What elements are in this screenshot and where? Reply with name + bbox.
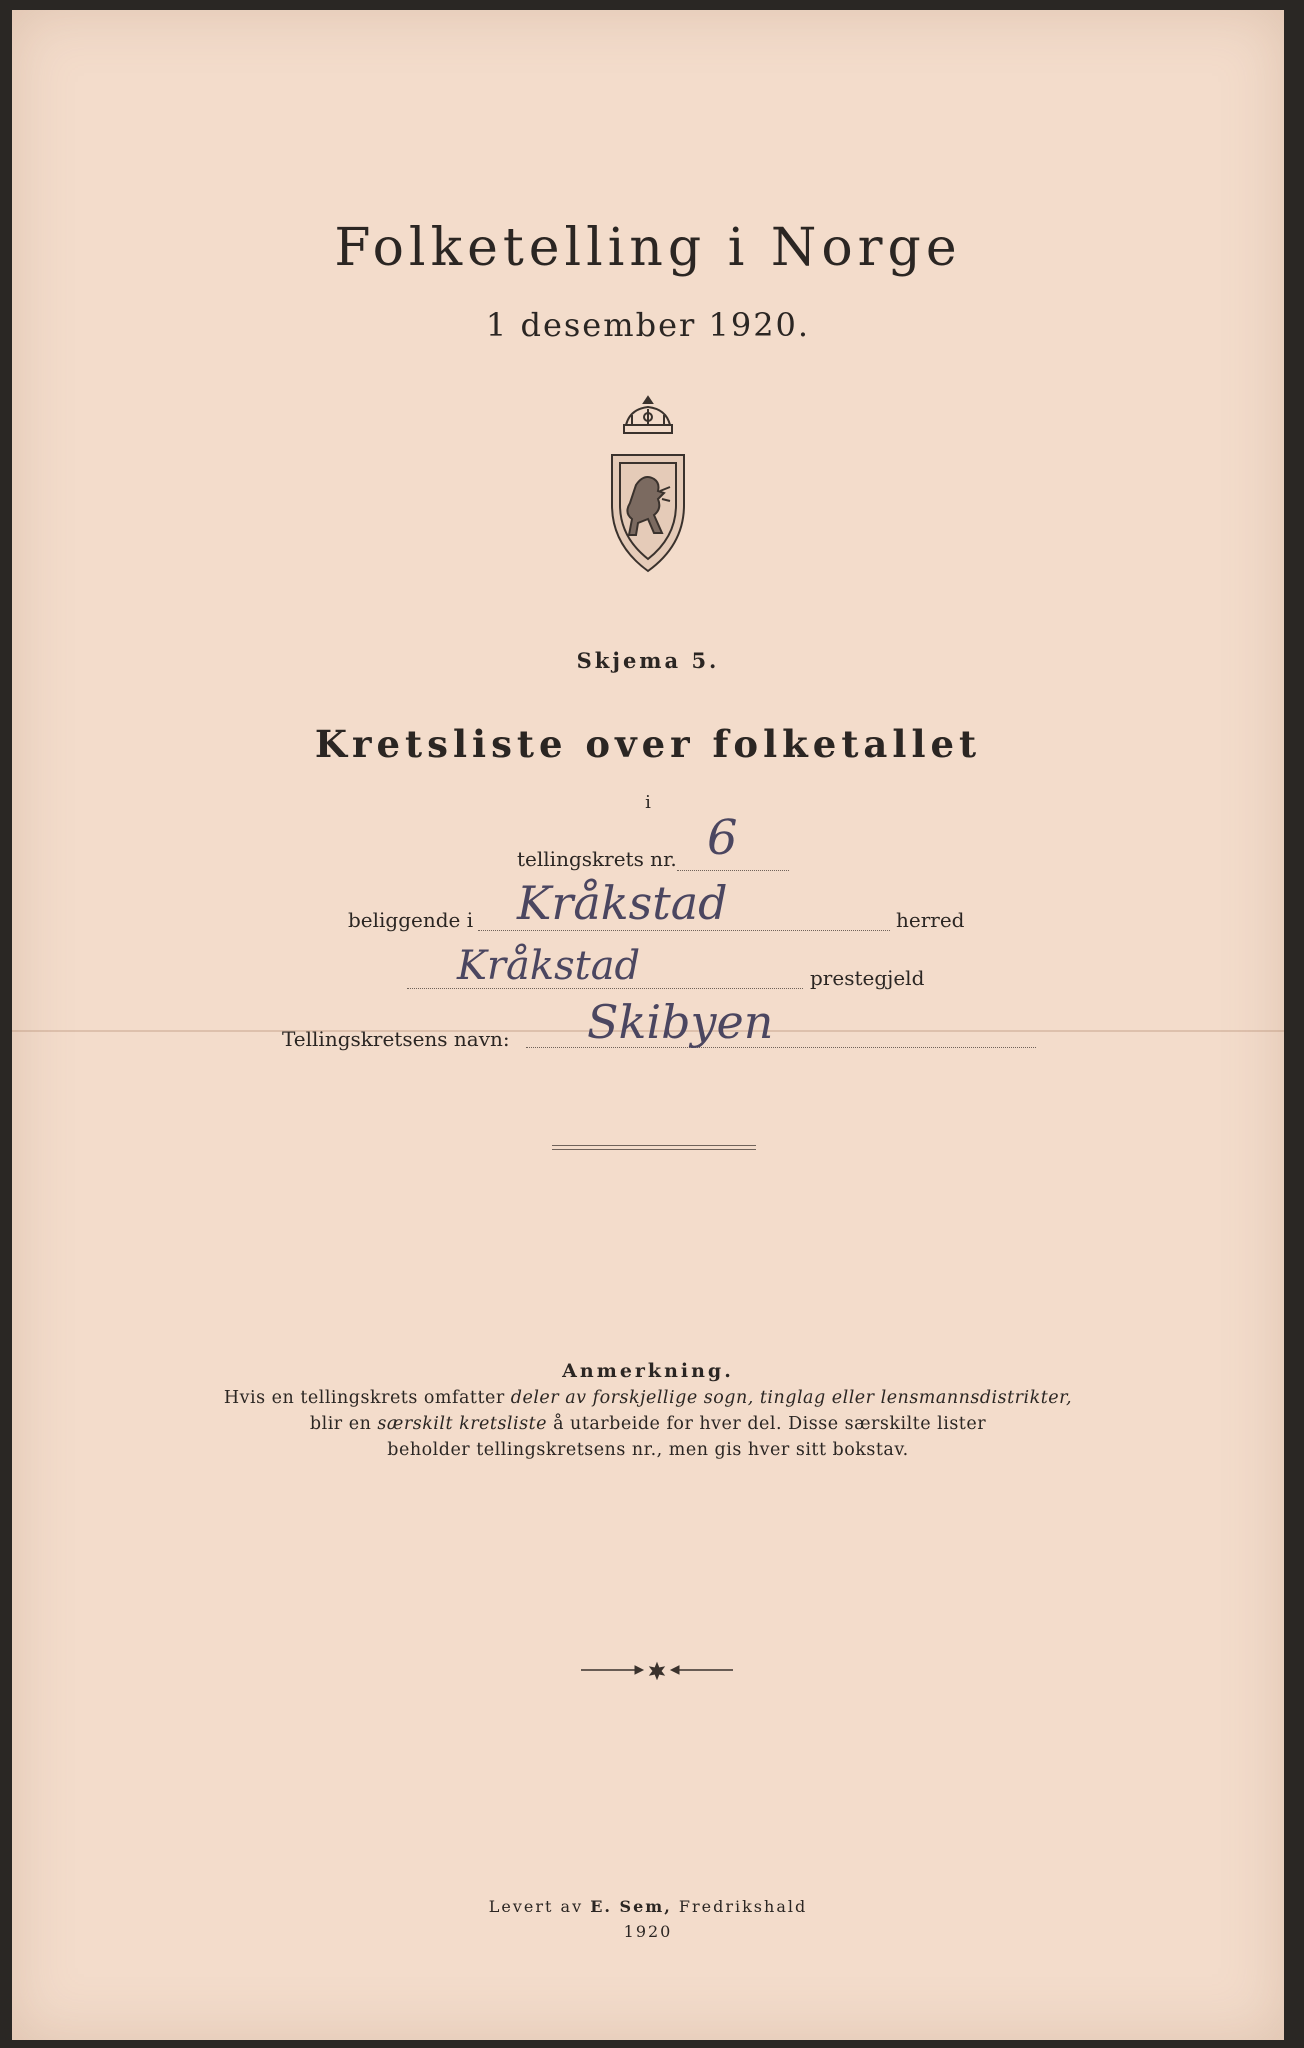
form-heading: Kretsliste over folketallet (314, 722, 982, 766)
note-line-2-end: å utarbeide for hver del. Disse særskilte lister (547, 1414, 987, 1434)
note-line-3: beholder tellingskretsens nr., men gis hver sitt bokstav. (387, 1440, 909, 1460)
printer-year: 1920 (623, 1922, 673, 1941)
divider-rule (552, 1145, 756, 1150)
district-number-line (677, 870, 789, 871)
note-heading: Anmerkning. (562, 1360, 734, 1382)
census-date: 1 desember 1920. (485, 306, 811, 344)
municipality-line (478, 930, 890, 931)
district-name-label: Tellingskretsens navn: (282, 1027, 510, 1051)
printer-name: E. Sem, (590, 1897, 672, 1916)
printer-city: Fredrikshald (671, 1897, 808, 1916)
municipality-suffix: herred (896, 908, 965, 932)
printer-credit (12, 1897, 1284, 1916)
district-number-label: tellingskrets nr. (517, 847, 677, 871)
schema-number: Skjema 5. (576, 648, 720, 673)
ornament-divider-icon (577, 1660, 737, 1680)
parish-suffix: prestegjeld (810, 966, 925, 990)
coat-of-arms-icon (606, 395, 690, 580)
located-label: beliggende i (348, 908, 474, 932)
note-line-1-italic: deler av forskjellige sogn, tinglag eller lensmannsdistrikter, (510, 1388, 1073, 1408)
district-number-value: 6 (707, 810, 738, 866)
district-name-value: Skibyen (587, 995, 774, 1049)
note-line-2 (12, 1414, 1284, 1434)
connector-word: i (645, 792, 651, 813)
note-line-1 (12, 1388, 1284, 1408)
printer-prefix: Levert av (488, 1897, 591, 1916)
municipality-value: Kråkstad (517, 876, 728, 930)
census-form-page (12, 10, 1284, 2040)
note-line-2-italic: særskilt kretsliste (377, 1414, 547, 1434)
form-title: Folketelling i Norge (334, 218, 962, 278)
parish-value: Kråkstad (457, 943, 641, 989)
note-line-1-text: Hvis en tellingskrets omfatter (223, 1388, 511, 1408)
note-line-2-start: blir en (309, 1414, 378, 1434)
